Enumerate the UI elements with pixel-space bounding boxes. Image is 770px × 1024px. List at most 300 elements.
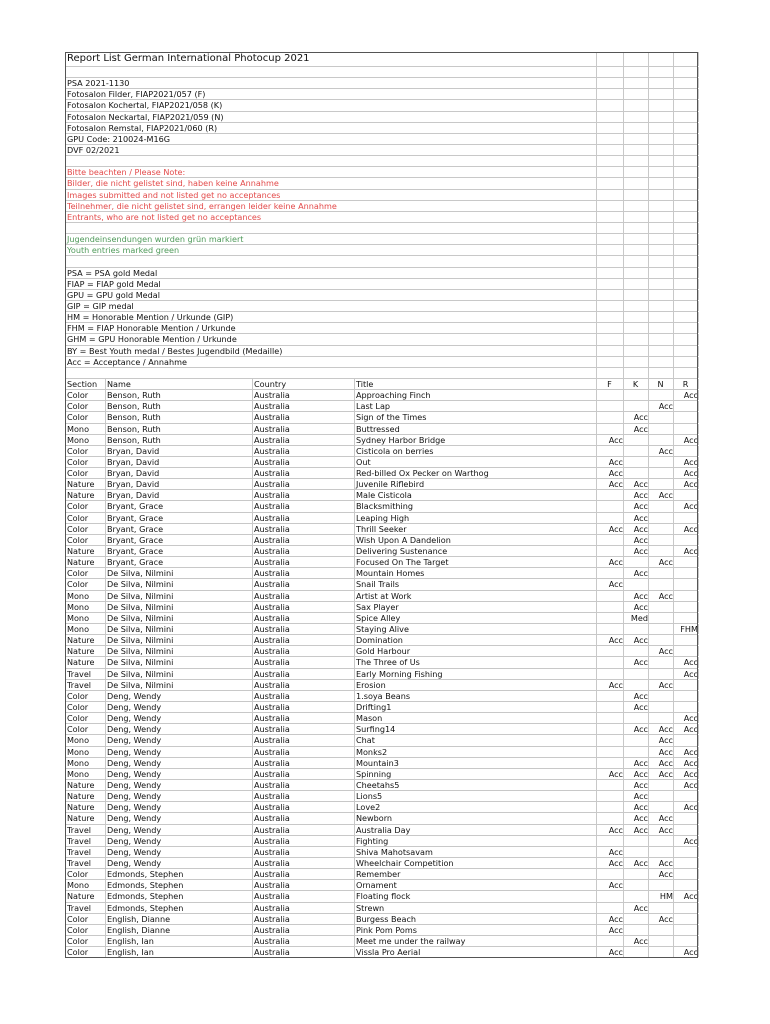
cell-k: Acc bbox=[633, 546, 648, 557]
cell-section: Nature bbox=[67, 490, 95, 501]
cell-name: Deng, Wendy bbox=[107, 857, 162, 868]
cell-section: Color bbox=[67, 568, 89, 579]
cell-n bbox=[648, 579, 676, 589]
cell-title: Buttressed bbox=[356, 423, 400, 434]
cell-r bbox=[673, 490, 701, 500]
cell-f: Acc bbox=[608, 579, 623, 590]
cell-section: Mono bbox=[67, 434, 90, 445]
cell-country: Australia bbox=[254, 501, 290, 512]
cell-f bbox=[596, 936, 626, 946]
cell-f bbox=[596, 724, 626, 734]
cell-f: Acc bbox=[608, 824, 623, 835]
cell-name: Deng, Wendy bbox=[107, 724, 162, 735]
table-row bbox=[65, 401, 698, 412]
spacer-row bbox=[65, 368, 698, 379]
cell-k bbox=[623, 468, 651, 478]
cell-title: Remember bbox=[356, 869, 401, 880]
cell-name: Benson, Ruth bbox=[107, 401, 161, 412]
cell-k: Acc bbox=[633, 568, 648, 579]
cell-section: Travel bbox=[67, 824, 92, 835]
table-header-row bbox=[65, 379, 698, 390]
report-title-text: Report List German International Photocup 2021 bbox=[67, 53, 310, 64]
cell-r: Acc bbox=[683, 434, 698, 445]
cell-n: Acc bbox=[658, 824, 673, 835]
cell-section: Nature bbox=[67, 802, 95, 813]
table-row bbox=[65, 702, 698, 713]
info-line-text: Fotosalon Neckartal, FIAP2021/059 (N) bbox=[67, 111, 224, 122]
cell-r bbox=[673, 424, 701, 434]
cell-section: Nature bbox=[67, 546, 95, 557]
cell-n bbox=[648, 568, 676, 578]
header-f: F bbox=[607, 378, 612, 389]
cell-title: Monks2 bbox=[356, 746, 388, 757]
cell-title: Ornament bbox=[356, 880, 397, 891]
cell-title: Pink Pom Poms bbox=[356, 924, 417, 935]
cell-n bbox=[648, 412, 676, 422]
cell-section: Mono bbox=[67, 590, 90, 601]
table-row bbox=[65, 914, 698, 925]
cell-country: Australia bbox=[254, 523, 290, 534]
cell-country: Australia bbox=[254, 423, 290, 434]
table-row bbox=[65, 802, 698, 813]
cell-country: Australia bbox=[254, 657, 290, 668]
cell-n: Acc bbox=[658, 401, 673, 412]
cell-title: Thrill Seeker bbox=[356, 523, 407, 534]
cell-country: Australia bbox=[254, 813, 290, 824]
cell-country: Australia bbox=[254, 924, 290, 935]
cell-n bbox=[648, 903, 676, 913]
cell-name: Deng, Wendy bbox=[107, 791, 162, 802]
note-line bbox=[65, 212, 698, 223]
cell-k bbox=[623, 847, 651, 857]
cell-name: Edmonds, Stephen bbox=[107, 891, 184, 902]
cell-n bbox=[648, 602, 676, 612]
cell-country: Australia bbox=[254, 791, 290, 802]
cell-title: Wish Upon A Dandelion bbox=[356, 534, 451, 545]
cell-f bbox=[596, 646, 626, 656]
cell-country: Australia bbox=[254, 869, 290, 880]
table-row bbox=[65, 568, 698, 579]
cell-section: Mono bbox=[67, 768, 90, 779]
cell-k: Acc bbox=[633, 824, 648, 835]
legend-line bbox=[65, 323, 698, 334]
cell-country: Australia bbox=[254, 913, 290, 924]
cell-title: Male Cisticola bbox=[356, 490, 412, 501]
cell-section: Color bbox=[67, 947, 89, 958]
cell-country: Australia bbox=[254, 635, 290, 646]
cell-k: Acc bbox=[633, 501, 648, 512]
cell-section: Nature bbox=[67, 813, 95, 824]
cell-section: Nature bbox=[67, 780, 95, 790]
cell-title: Sax Player bbox=[356, 601, 399, 612]
cell-title: Juvenile Riflebird bbox=[356, 479, 425, 490]
cell-section: Color bbox=[67, 935, 89, 946]
cell-f bbox=[596, 747, 626, 757]
cell-k: Acc bbox=[633, 490, 648, 501]
cell-n: Acc bbox=[658, 557, 673, 568]
cell-section: Color bbox=[67, 724, 89, 735]
cell-title: Erosion bbox=[356, 679, 386, 690]
cell-n: Acc bbox=[658, 490, 673, 501]
cell-title: Strewn bbox=[356, 902, 385, 913]
cell-f bbox=[596, 657, 626, 667]
table-row bbox=[65, 479, 698, 490]
table-row bbox=[65, 724, 698, 735]
cell-r bbox=[673, 880, 701, 890]
cell-name: Deng, Wendy bbox=[107, 713, 162, 724]
note-line-text: Bitte beachten / Please Note: bbox=[67, 167, 186, 178]
info-line bbox=[65, 89, 698, 100]
cell-f: Acc bbox=[608, 523, 623, 534]
cell-n bbox=[648, 424, 676, 434]
table-row bbox=[65, 579, 698, 590]
cell-country: Australia bbox=[254, 612, 290, 623]
table-row bbox=[65, 947, 698, 958]
cell-n: Acc bbox=[658, 869, 673, 880]
cell-f bbox=[596, 591, 626, 601]
cell-country: Australia bbox=[254, 857, 290, 868]
cell-r: Acc bbox=[683, 523, 698, 534]
cell-country: Australia bbox=[254, 757, 290, 768]
table-row bbox=[65, 903, 698, 914]
cell-f bbox=[596, 424, 626, 434]
cell-section: Color bbox=[67, 501, 89, 512]
cell-n bbox=[648, 501, 676, 511]
cell-section: Mono bbox=[67, 757, 90, 768]
cell-n bbox=[648, 925, 676, 935]
cell-f bbox=[596, 869, 626, 879]
cell-k: Acc bbox=[633, 813, 648, 824]
cell-r bbox=[673, 613, 701, 623]
cell-r: Acc bbox=[683, 724, 698, 735]
cell-section: Nature bbox=[67, 479, 95, 490]
cell-k bbox=[623, 914, 651, 924]
cell-country: Australia bbox=[254, 579, 290, 590]
cell-n bbox=[648, 836, 676, 846]
legend-line bbox=[65, 268, 698, 279]
cell-country: Australia bbox=[254, 646, 290, 657]
cell-f bbox=[596, 836, 626, 846]
table-row bbox=[65, 825, 698, 836]
cell-r bbox=[673, 914, 701, 924]
cell-k: Acc bbox=[633, 780, 648, 790]
table-row bbox=[65, 646, 698, 657]
cell-k: Acc bbox=[633, 690, 648, 701]
note-line bbox=[65, 190, 698, 201]
cell-name: De Silva, Nilmini bbox=[107, 612, 174, 623]
cell-title: Love2 bbox=[356, 802, 381, 813]
cell-f: Acc bbox=[608, 768, 623, 779]
cell-name: Deng, Wendy bbox=[107, 846, 162, 857]
cell-f: Acc bbox=[608, 846, 623, 857]
table-row bbox=[65, 657, 698, 668]
cell-country: Australia bbox=[254, 557, 290, 568]
cell-f bbox=[596, 446, 626, 456]
cell-title: Surfing14 bbox=[356, 724, 396, 735]
cell-title: Meet me under the railway bbox=[356, 935, 466, 946]
cell-section: Color bbox=[67, 401, 89, 412]
cell-country: Australia bbox=[254, 546, 290, 557]
cell-country: Australia bbox=[254, 601, 290, 612]
cell-r bbox=[673, 702, 701, 712]
cell-title: Snail Trails bbox=[356, 579, 400, 590]
cell-title: The Three of Us bbox=[356, 657, 420, 668]
cell-title: Last Lap bbox=[356, 401, 391, 412]
table-row bbox=[65, 635, 698, 646]
cell-title: Cisticola on berries bbox=[356, 445, 434, 456]
cell-k: Med bbox=[630, 612, 648, 623]
cell-n: Acc bbox=[658, 813, 673, 824]
cell-k: Acc bbox=[633, 601, 648, 612]
header-title: Title bbox=[356, 378, 374, 389]
cell-section: Nature bbox=[67, 657, 95, 668]
cell-country: Australia bbox=[254, 768, 290, 779]
cell-country: Australia bbox=[254, 479, 290, 490]
cell-r bbox=[673, 735, 701, 745]
cell-section: Color bbox=[67, 390, 89, 401]
info-line-text: Fotosalon Kochertal, FIAP2021/058 (K) bbox=[67, 100, 223, 111]
table-row bbox=[65, 713, 698, 724]
cell-n bbox=[648, 535, 676, 545]
table-row bbox=[65, 769, 698, 780]
cell-name: De Silva, Nilmini bbox=[107, 668, 174, 679]
cell-n: Acc bbox=[658, 735, 673, 746]
cell-r bbox=[673, 557, 701, 567]
cell-name: Bryan, David bbox=[107, 445, 160, 456]
cell-title: Shiva Mahotsavam bbox=[356, 846, 433, 857]
cell-name: Deng, Wendy bbox=[107, 690, 162, 701]
cell-section: Color bbox=[67, 713, 89, 724]
cell-country: Australia bbox=[254, 802, 290, 813]
spacer-row bbox=[65, 156, 698, 167]
cell-k: Acc bbox=[633, 902, 648, 913]
cell-r: Acc bbox=[683, 713, 698, 724]
cell-name: Benson, Ruth bbox=[107, 390, 161, 401]
cell-k bbox=[623, 680, 651, 690]
cell-title: Spice Alley bbox=[356, 612, 401, 623]
cell-country: Australia bbox=[254, 490, 290, 501]
youth-note-line-text: Youth entries marked green bbox=[67, 245, 180, 256]
cell-country: Australia bbox=[254, 568, 290, 579]
cell-title: Mountain3 bbox=[356, 757, 399, 768]
cell-r bbox=[673, 813, 701, 823]
cell-k: Acc bbox=[633, 635, 648, 646]
cell-n bbox=[648, 468, 676, 478]
note-line bbox=[65, 167, 698, 178]
cell-n bbox=[648, 546, 676, 556]
cell-r bbox=[673, 691, 701, 701]
cell-n bbox=[648, 791, 676, 801]
cell-r bbox=[673, 513, 701, 523]
table-row bbox=[65, 602, 698, 613]
cell-n bbox=[648, 780, 676, 790]
youth-note-line bbox=[65, 234, 698, 245]
cell-k: Acc bbox=[633, 657, 648, 668]
cell-f: Acc bbox=[608, 679, 623, 690]
cell-name: Deng, Wendy bbox=[107, 780, 162, 790]
cell-section: Mono bbox=[67, 624, 90, 635]
cell-name: English, Dianne bbox=[107, 913, 171, 924]
cell-title: Australia Day bbox=[356, 824, 411, 835]
cell-r bbox=[673, 925, 701, 935]
cell-k bbox=[623, 925, 651, 935]
cell-f: Acc bbox=[608, 456, 623, 467]
table-row bbox=[65, 735, 698, 746]
legend-line bbox=[65, 279, 698, 290]
cell-k: Acc bbox=[633, 479, 648, 490]
cell-title: Floating flock bbox=[356, 891, 411, 902]
cell-r: Acc bbox=[683, 657, 698, 668]
cell-k bbox=[623, 880, 651, 890]
legend-line bbox=[65, 290, 698, 301]
cell-r: Acc bbox=[683, 802, 698, 813]
cell-r: Acc bbox=[683, 835, 698, 846]
cell-country: Australia bbox=[254, 846, 290, 857]
table-row bbox=[65, 524, 698, 535]
cell-k bbox=[623, 557, 651, 567]
cell-r: Acc bbox=[683, 668, 698, 679]
cell-r bbox=[673, 858, 701, 868]
cell-f bbox=[596, 802, 626, 812]
cell-f bbox=[596, 490, 626, 500]
cell-r: Acc bbox=[683, 891, 698, 902]
cell-country: Australia bbox=[254, 724, 290, 735]
cell-n bbox=[648, 513, 676, 523]
cell-f bbox=[596, 702, 626, 712]
cell-country: Australia bbox=[254, 401, 290, 412]
cell-country: Australia bbox=[254, 935, 290, 946]
cell-n: Acc bbox=[658, 913, 673, 924]
spacer-row bbox=[65, 67, 698, 78]
cell-name: Deng, Wendy bbox=[107, 702, 162, 713]
cell-f bbox=[596, 791, 626, 801]
cell-n: Acc bbox=[658, 746, 673, 757]
cell-f bbox=[596, 401, 626, 411]
cell-section: Color bbox=[67, 869, 89, 880]
cell-k bbox=[623, 446, 651, 456]
cell-section: Color bbox=[67, 412, 89, 423]
table-row bbox=[65, 468, 698, 479]
cell-n bbox=[648, 947, 676, 957]
cell-n: Acc bbox=[658, 757, 673, 768]
spacer-row bbox=[65, 223, 698, 234]
info-line-text: Fotosalon Filder, FIAP2021/057 (F) bbox=[67, 89, 206, 100]
table-row bbox=[65, 435, 698, 446]
note-line bbox=[65, 178, 698, 189]
cell-name: Deng, Wendy bbox=[107, 768, 162, 779]
cell-f bbox=[596, 412, 626, 422]
cell-section: Mono bbox=[67, 880, 90, 891]
cell-name: De Silva, Nilmini bbox=[107, 624, 174, 635]
cell-f bbox=[596, 535, 626, 545]
cell-name: Bryant, Grace bbox=[107, 557, 164, 568]
cell-k bbox=[623, 891, 651, 901]
cell-country: Australia bbox=[254, 902, 290, 913]
cell-r: Acc bbox=[683, 780, 698, 790]
cell-section: Mono bbox=[67, 735, 90, 746]
cell-country: Australia bbox=[254, 512, 290, 523]
table-row bbox=[65, 858, 698, 869]
legend-line-text: HM = Honorable Mention / Urkunde (GIP) bbox=[67, 312, 234, 323]
cell-title: Artist at Work bbox=[356, 590, 412, 601]
cell-section: Nature bbox=[67, 635, 95, 646]
table-row bbox=[65, 624, 698, 635]
cell-section: Mono bbox=[67, 423, 90, 434]
cell-n bbox=[648, 657, 676, 667]
cell-f bbox=[596, 501, 626, 511]
info-line bbox=[65, 78, 698, 89]
cell-country: Australia bbox=[254, 746, 290, 757]
table-row bbox=[65, 691, 698, 702]
cell-k bbox=[623, 401, 651, 411]
cell-country: Australia bbox=[254, 891, 290, 902]
cell-n: Acc bbox=[658, 590, 673, 601]
cell-section: Color bbox=[67, 913, 89, 924]
cell-section: Travel bbox=[67, 846, 92, 857]
cell-title: Leaping High bbox=[356, 512, 410, 523]
cell-country: Australia bbox=[254, 445, 290, 456]
table-row bbox=[65, 501, 698, 512]
info-line bbox=[65, 100, 698, 111]
cell-name: Bryant, Grace bbox=[107, 534, 164, 545]
cell-k: Acc bbox=[633, 534, 648, 545]
cell-k bbox=[623, 390, 651, 400]
cell-k bbox=[623, 735, 651, 745]
legend-line bbox=[65, 301, 698, 312]
cell-country: Australia bbox=[254, 668, 290, 679]
table-row bbox=[65, 591, 698, 602]
cell-country: Australia bbox=[254, 880, 290, 891]
cell-name: De Silva, Nilmini bbox=[107, 601, 174, 612]
cell-country: Australia bbox=[254, 624, 290, 635]
cell-r bbox=[673, 847, 701, 857]
cell-k: Acc bbox=[633, 802, 648, 813]
cell-section: Nature bbox=[67, 557, 95, 568]
cell-r bbox=[673, 535, 701, 545]
header-country: Country bbox=[254, 378, 287, 389]
cell-name: Deng, Wendy bbox=[107, 746, 162, 757]
table-row bbox=[65, 535, 698, 546]
cell-section: Travel bbox=[67, 668, 92, 679]
cell-section: Travel bbox=[67, 835, 92, 846]
cell-r bbox=[673, 680, 701, 690]
table-row bbox=[65, 613, 698, 624]
cell-r bbox=[673, 903, 701, 913]
cell-country: Australia bbox=[254, 780, 290, 790]
cell-title: Red-billed Ox Pecker on Warthog bbox=[356, 468, 489, 479]
info-line-text: DVF 02/2021 bbox=[67, 144, 120, 155]
cell-k: Acc bbox=[633, 590, 648, 601]
info-line-text: GPU Code: 210024-M16G bbox=[67, 133, 171, 144]
cell-n bbox=[648, 635, 676, 645]
cell-section: Color bbox=[67, 579, 89, 590]
cell-k: Acc bbox=[633, 523, 648, 534]
info-line-text: Fotosalon Remstal, FIAP2021/060 (R) bbox=[67, 122, 218, 133]
legend-line-text: GIP = GIP medal bbox=[67, 300, 134, 311]
cell-name: English, Ian bbox=[107, 947, 154, 958]
info-line bbox=[65, 112, 698, 123]
cell-f: Acc bbox=[608, 913, 623, 924]
cell-r: Acc bbox=[683, 947, 698, 958]
header-r: R bbox=[682, 378, 689, 389]
cell-country: Australia bbox=[254, 702, 290, 713]
cell-k bbox=[623, 435, 651, 445]
cell-title: Focused On The Target bbox=[356, 557, 449, 568]
cell-k bbox=[623, 747, 651, 757]
cell-title: Drifting1 bbox=[356, 702, 392, 713]
cell-n: Acc bbox=[658, 857, 673, 868]
cell-r bbox=[673, 635, 701, 645]
